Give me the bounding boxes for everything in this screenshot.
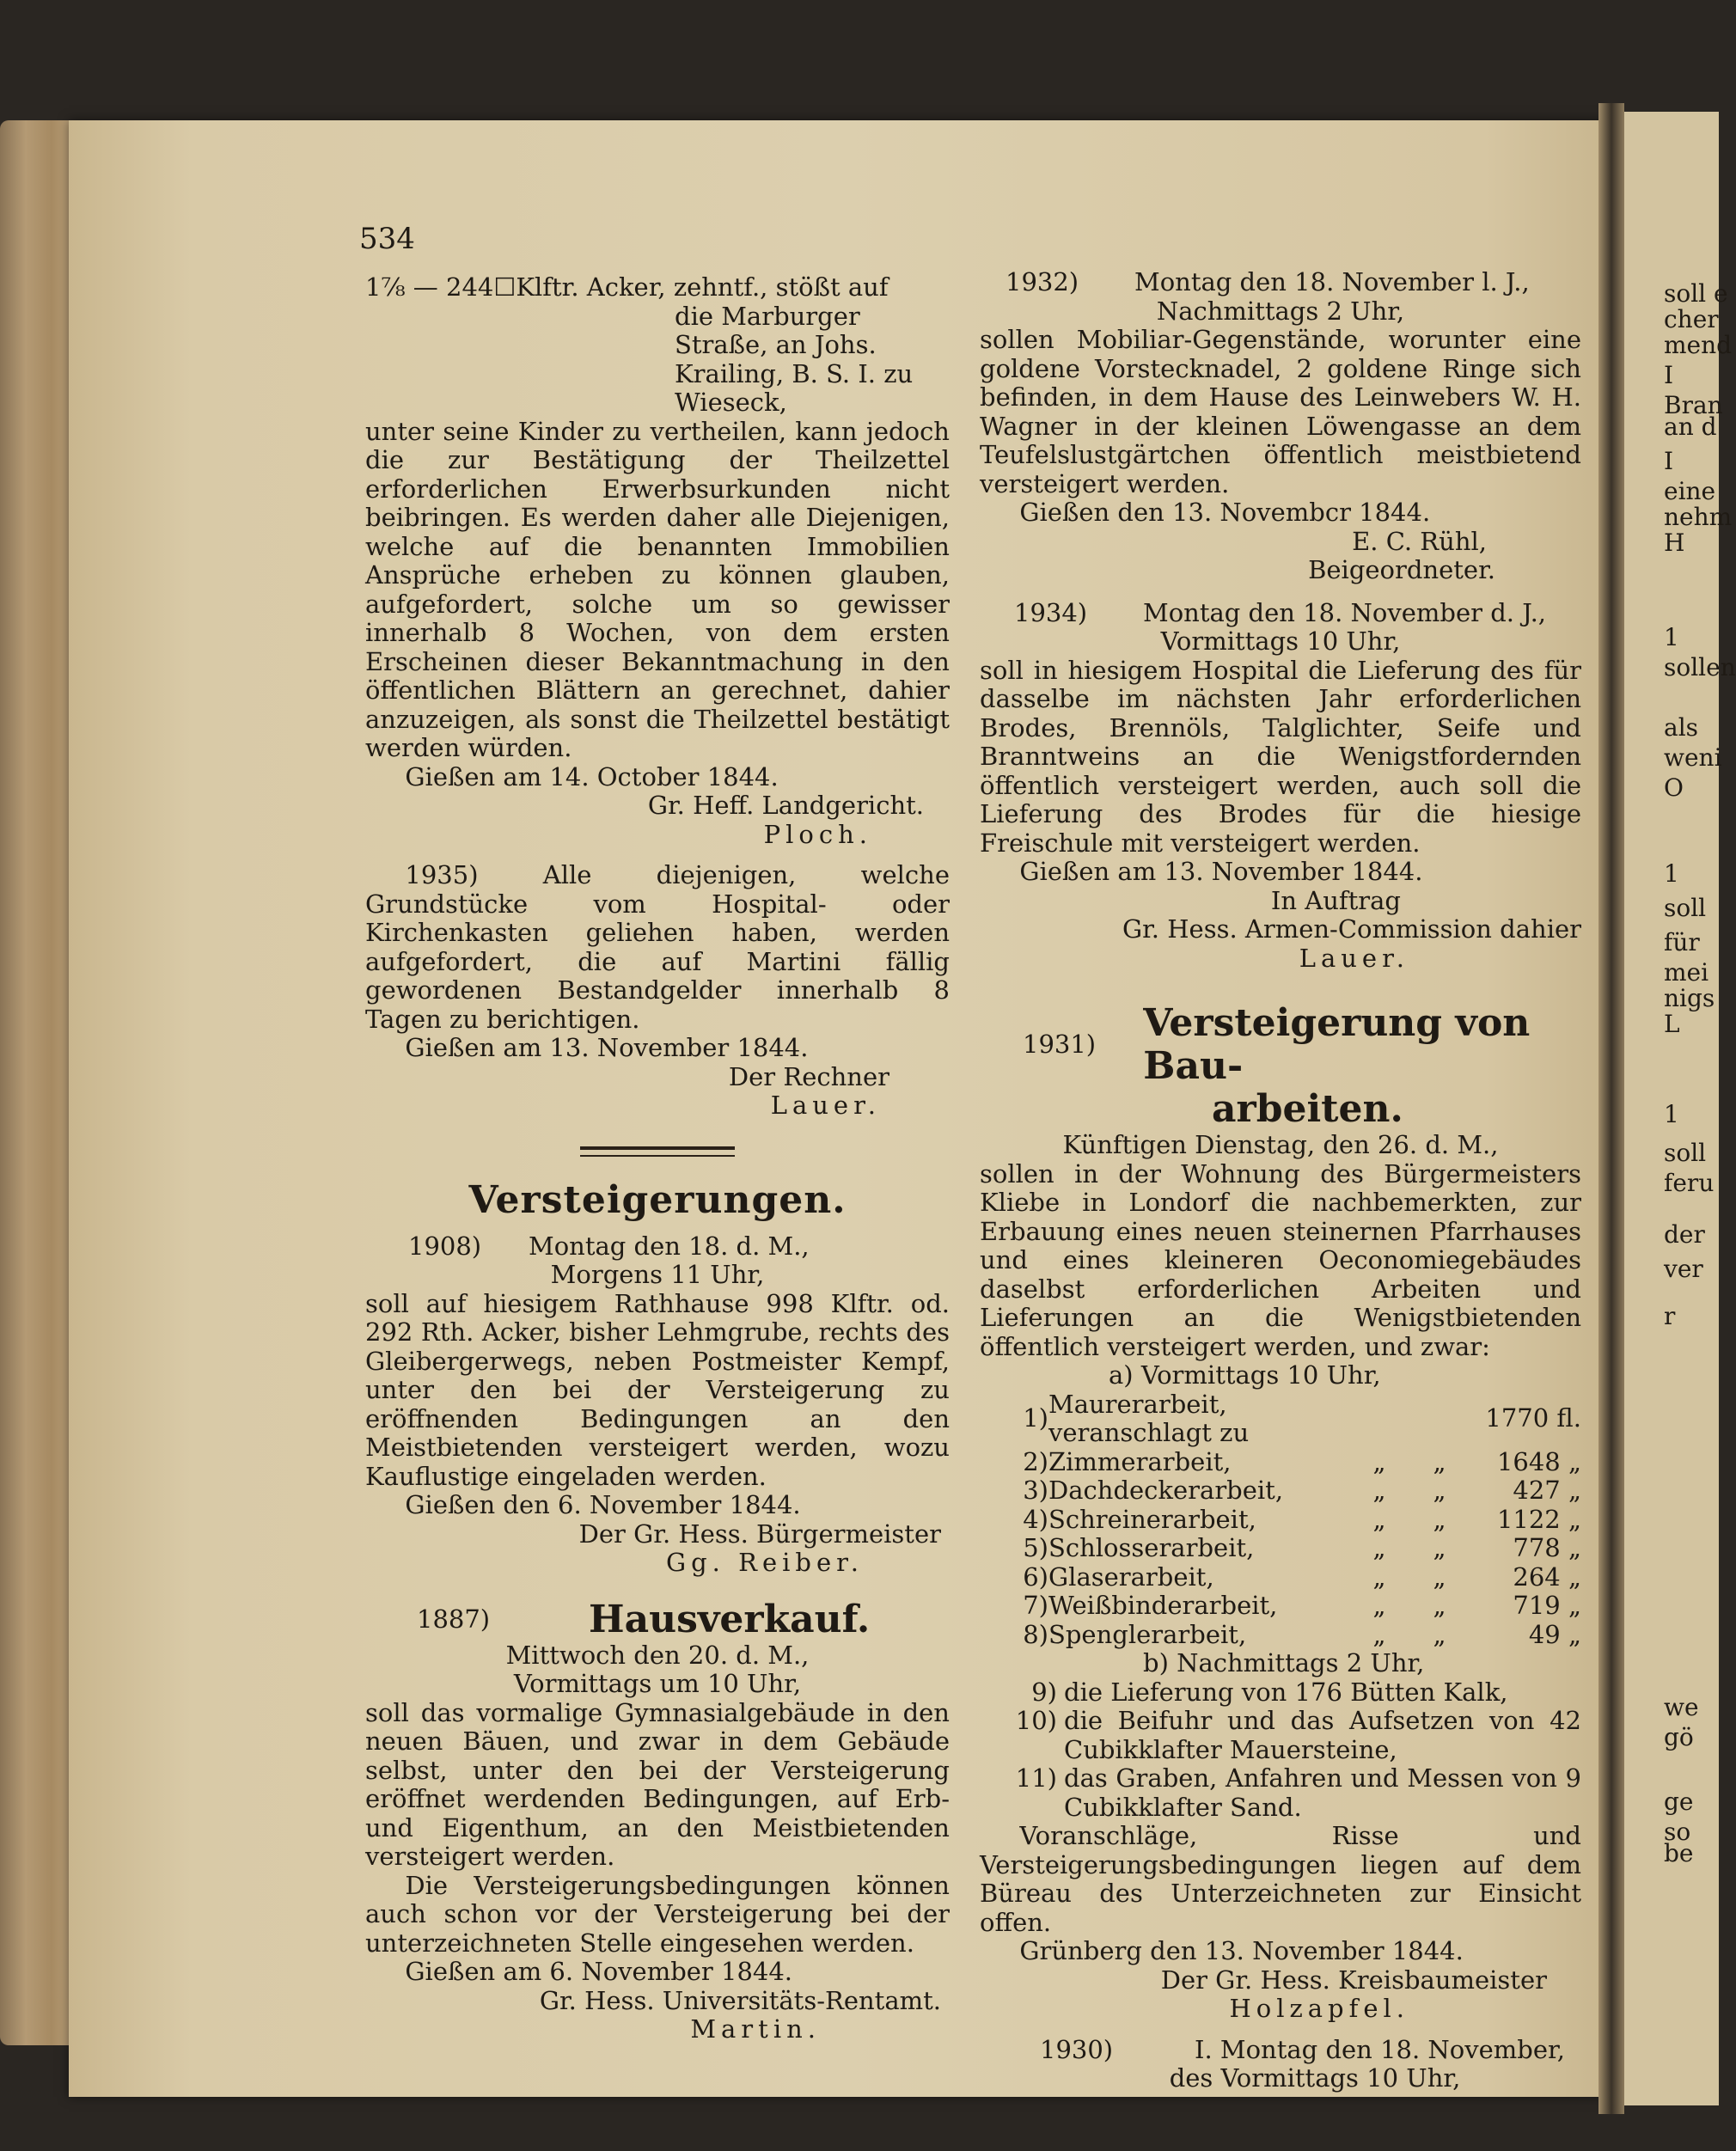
cost-cell-t: Schlosserarbeit,: [1048, 1533, 1255, 1562]
notice-1-body: unter seine Kinder zu vertheilen, kann jedoch die zur Bestätigung der Theilzettel erforderlichen Erwerbsurkunden nicht beibringen. Es werden daher alle Diejenigen, welche auf die benannten Immobilien Ansprüche erheben zu können glauben, aufgefordert, solche um so gewisser innerhalb 8 Wochen, von dem ersten Erscheinen dieser Bekanntmachung in den öffentlichen Blättern an gerechnet, dahier anzuzeigen, als sonst die Theilzettel bestätigt werden würden.: [365, 416, 950, 762]
cost-cell-t: Zimmerarbeit,: [1048, 1446, 1232, 1476]
cost-cell-q2: „: [1433, 1619, 1446, 1649]
next-page-text: O: [1664, 773, 1684, 802]
cost-cell-q1: „: [1372, 1561, 1386, 1592]
cost-cell-q2: „: [1433, 1504, 1446, 1534]
next-page-text: I: [1664, 361, 1674, 389]
cost-cell-amt: 1648 „: [1496, 1446, 1581, 1476]
cost-row: [980, 1592, 1581, 1621]
notice-1887-title: Hausverkauf.: [589, 1597, 871, 1641]
next-page-text: be: [1664, 1839, 1694, 1867]
cost-cell-n: 6): [1023, 1561, 1048, 1592]
cost-cell-n: 2): [1023, 1446, 1048, 1476]
cost-cell-t: Weißbinderarbeit,: [1048, 1591, 1278, 1620]
next-page-text: sollen: [1664, 653, 1736, 681]
cost-cell-q1: „: [1372, 1476, 1386, 1505]
notice-1908-line1: Montag den 18. d. M.,: [529, 1231, 810, 1261]
notice-1932-line2: Nachmittags 2 Uhr,: [1156, 296, 1405, 326]
notice-1934-line2: Vormittags 10 Uhr,: [1160, 626, 1401, 656]
cost-cell-q2: „: [1433, 1591, 1446, 1620]
cost-cell-n: 1): [1023, 1403, 1048, 1433]
notice-1931-signature: Holzapfel.: [1229, 1994, 1409, 2023]
next-page-text: so: [1664, 1818, 1691, 1846]
cost-cell-n: 7): [1023, 1591, 1048, 1620]
cost-table: [980, 1390, 1581, 1650]
next-page-text: gö: [1664, 1723, 1694, 1751]
next-page-text: ge: [1664, 1787, 1694, 1816]
notice-1934-number: 1934): [1014, 597, 1088, 627]
notice-1887-number: 1887): [417, 1604, 491, 1634]
next-page-text: 1: [1664, 859, 1679, 888]
notice-1935-body: 1935) Alle diejenigen, welche Grundstücke vom Hospital- oder Kirchenkasten geliehen haben, werden aufgefordert, die auf Martini fällig gewordenen Bestandgelder innerhalb 8 Tagen zu berichtigen.: [365, 860, 950, 1034]
notice-1-date: Gießen am 14. October 1844.: [405, 761, 779, 791]
notice-1934-authority1: In Auftrag: [1270, 885, 1401, 915]
notice-1931-title-line2: arbeiten.: [1212, 1087, 1403, 1131]
notice-1930-number: 1930): [1040, 2034, 1114, 2064]
notice-1887-line1: Mittwoch den 20. d. M.,: [505, 1640, 810, 1670]
next-page-text: nehm: [1664, 503, 1733, 531]
next-page-text: 1: [1664, 1100, 1679, 1128]
notice-1932-signature: Beigeordneter.: [1308, 555, 1495, 584]
notice-1887-signature: Martin.: [690, 2014, 821, 2044]
notice-1935-signature: Lauer.: [770, 1091, 881, 1120]
cost-cell-q1: „: [1372, 1446, 1386, 1476]
cost-cell-q2: „: [1433, 1446, 1446, 1476]
book-gutter: [1598, 103, 1624, 2114]
notice-1932-heading: [980, 268, 1581, 297]
next-page-fragment: [1624, 112, 1736, 2105]
next-page-text: eine: [1664, 477, 1716, 505]
item-9: [980, 1678, 1581, 1708]
cost-row: [980, 1448, 1581, 1477]
cost-row: [980, 1621, 1581, 1650]
notice-1908-heading: [365, 1232, 950, 1262]
item-9-number: 9): [1031, 1677, 1057, 1707]
notice-1932-number: 1932): [1006, 267, 1079, 296]
cost-row: [980, 1506, 1581, 1535]
notice-1887-heading: [365, 1598, 950, 1641]
notice-1908-body: soll auf hiesigem Rathhause 998 Klftr. od. 292 Rth. Acker, bisher Lehmgrube, rechts des Gleibergerwegs, neben Postmeister Kempf, unter den bei der Versteigerung zu eröffnenden Bedingungen an den Meistbietenden versteigert werden, wozu Kauflustige eingeladen werden.: [365, 1288, 950, 1491]
next-page-text: mend: [1664, 331, 1733, 359]
next-page-text: I: [1664, 447, 1674, 475]
cost-row: [980, 1476, 1581, 1506]
cost-cell-t: Dachdeckerarbeit,: [1048, 1476, 1284, 1505]
notice-1908-line2: Morgens 11 Uhr,: [550, 1260, 765, 1289]
notice-1934-line1: Montag den 18. November d. J.,: [1143, 597, 1547, 627]
notice-1932-body: sollen Mobiliar-Gegenstände, worunter eine goldene Vorstecknadel, 2 goldene Ringe sich befinden, in dem Hause des Leinwebers W. H. Wagner in der kleinen Löwengasse an dem Teufelslustgärtchen öffentlich meistbietend versteigert werden.: [980, 325, 1581, 498]
next-page-text: als: [1664, 713, 1699, 742]
cost-cell-q2: „: [1433, 1533, 1446, 1562]
right-column: [980, 268, 1581, 2093]
cost-cell-q1: „: [1372, 1533, 1386, 1562]
next-page-text: soll e: [1664, 279, 1728, 308]
next-page-text: der: [1664, 1220, 1705, 1249]
next-page-text: soll: [1664, 1139, 1707, 1167]
cost-cell-n: 4): [1023, 1504, 1048, 1534]
cost-cell-amt: 719 „: [1513, 1591, 1581, 1620]
cost-cell-q2: „: [1433, 1476, 1446, 1505]
next-page-text: r: [1664, 1302, 1676, 1330]
notice-1-header: 1⅞ — 244☐Klftr. Acker, zehntf., stößt auf: [365, 272, 889, 302]
notice-1932-authority: E. C. Rühl,: [1352, 526, 1487, 556]
notice-1931-date: Grünberg den 13. November 1844.: [1019, 1936, 1464, 1965]
notice-1935-authority: Der Rechner: [728, 1061, 889, 1091]
notice-1887-body: soll das vormalige Gymnasialgebäude in den neuen Bäuen, und zwar in dem Gebäude selbst, unter den bei der Versteigerung eröffnet werdenden Bedingungen, auf Erb- und Eigenthum, an den Meistbietenden versteigert werden.: [365, 1697, 950, 1871]
notice-1931-authority: Der Gr. Hess. Kreisbaumeister: [1160, 1965, 1547, 1995]
cost-cell-amt: 778 „: [1513, 1533, 1581, 1562]
item-10-number: 10): [1015, 1706, 1057, 1735]
next-page-text: nigs: [1664, 984, 1715, 1012]
cost-row: [980, 1563, 1581, 1592]
notice-1908-date: Gießen den 6. November 1844.: [405, 1490, 801, 1519]
notice-1934-heading: [980, 599, 1581, 628]
cost-cell-t: Schreinerarbeit,: [1048, 1504, 1256, 1534]
next-page-text: ver: [1664, 1255, 1703, 1283]
next-page-text: Bran: [1664, 391, 1723, 419]
notice-1931-body2: Voranschläge, Risse und Versteigerungsbedingungen liegen auf dem Büreau des Unterzeichneten zur Einsicht offen.: [980, 1821, 1581, 1937]
notice-1934-authority2: Gr. Hess. Armen-Commission dahier: [1122, 914, 1581, 944]
next-page-text: mei: [1664, 958, 1709, 987]
notice-1931-sub-a: a) Vormittags 10 Uhr,: [1109, 1360, 1381, 1390]
cost-cell-amt: 1122 „: [1496, 1504, 1581, 1534]
cost-cell-n: 3): [1023, 1476, 1048, 1505]
cost-row: [980, 1534, 1581, 1563]
item-11-text: das Graben, Anfahren und Messen von 9 Cubikklafter Sand.: [1064, 1763, 1581, 1822]
notice-1932-line1: Montag den 18. November l. J.,: [1134, 267, 1530, 296]
notice-1908-signature: Gg. Reiber.: [665, 1548, 864, 1577]
cost-cell-q1: „: [1372, 1504, 1386, 1534]
next-page-text: L: [1664, 1010, 1680, 1038]
notice-1887-authority: Gr. Hess. Universitäts-Rentamt.: [539, 1985, 941, 2015]
item-10-text: die Beifuhr und das Aufsetzen von 42 Cubikklafter Mauersteine,: [1064, 1706, 1581, 1764]
notice-1931-line1: Künftigen Dienstag, den 26. d. M.,: [1062, 1130, 1499, 1159]
next-page-text: H: [1664, 529, 1685, 557]
next-page-text: cher: [1664, 305, 1719, 333]
cost-cell-n: 5): [1023, 1533, 1048, 1562]
cost-cell-amt: 264 „: [1513, 1561, 1581, 1592]
cost-cell-q1: „: [1372, 1591, 1386, 1620]
notice-1931-number: 1931): [1023, 1030, 1097, 1060]
cost-cell-t: Maurerarbeit, veranschlagt zu: [1048, 1389, 1250, 1447]
next-page-text: soll: [1664, 894, 1707, 922]
next-page-text: we: [1664, 1693, 1699, 1721]
next-page-text: an d: [1664, 412, 1717, 441]
cost-cell-t: Spenglerarbeit,: [1048, 1619, 1247, 1649]
notice-1-signature: Ploch.: [763, 819, 872, 849]
cost-cell-amt: 1770 fl.: [1485, 1403, 1581, 1433]
notice-1908-number: 1908): [408, 1231, 482, 1261]
notice-1934-date: Gießen am 13. November 1844.: [1019, 857, 1423, 886]
notice-1-continuation: die Marburger Straße, an Johs. Krailing, B. S. I. zu Wieseck,: [675, 301, 914, 417]
notice-1887-body2: Die Versteigerungsbedingungen können auch schon vor der Versteigerung bei der unterzeichneten Stelle eingesehen werden.: [365, 1870, 950, 1958]
notice-1934-signature: Lauer.: [1299, 943, 1409, 973]
cost-cell-amt: 49 „: [1528, 1619, 1581, 1649]
page-number: 534: [359, 222, 415, 256]
item-11: [980, 1764, 1581, 1822]
cost-cell-t: Glaserarbeit,: [1048, 1561, 1214, 1592]
section-title: Versteigerungen.: [468, 1177, 847, 1222]
item-9-text: die Lieferung von 176 Bütten Kalk,: [1064, 1677, 1508, 1707]
notice-1935-date: Gießen am 13. November 1844.: [405, 1033, 809, 1062]
notice-1934-body: soll in hiesigem Hospital die Lieferung des für dasselbe im nächsten Jahr erforderlichen Brodes, Brennöls, Talglichter, Seife und Branntweins an die Wenigstfordernden öffentlich versteigert werden, auch soll die Lieferung des Brodes für die hiesige Freischule mit versteigert werden.: [980, 655, 1581, 858]
notice-1-authority: Gr. Heff. Landgericht.: [647, 791, 924, 820]
notice-1931-title-line1: Versteigerung von Bau-: [1143, 1001, 1531, 1088]
notice-1930-line2: des Vormittags 10 Uhr,: [1169, 2063, 1461, 2093]
notice-1931-sub-b: b) Nachmittags 2 Uhr,: [1143, 1648, 1425, 1677]
cost-cell-q2: „: [1433, 1561, 1446, 1592]
cost-cell-q1: „: [1372, 1619, 1386, 1649]
left-column: [365, 273, 950, 2044]
next-page-text: 1: [1664, 623, 1679, 651]
cost-cell-q2: [1409, 1390, 1470, 1448]
notice-1931-heading: [980, 1002, 1581, 1088]
notice-1930-line1: I. Montag den 18. November,: [1195, 2034, 1565, 2064]
notice-1908-authority: Der Gr. Hess. Bürgermeister: [578, 1519, 941, 1549]
notice-1887-date: Gießen am 6. November 1844.: [405, 1957, 793, 1986]
notice-1932-date: Gießen den 13. Novembcr 1844.: [1019, 498, 1431, 527]
item-10: [980, 1707, 1581, 1764]
cost-row: [980, 1390, 1581, 1448]
cost-cell-amt: 427 „: [1513, 1476, 1581, 1505]
section-rule: [580, 1146, 735, 1157]
cost-cell-q1: [1349, 1390, 1409, 1448]
notice-1887-line2: Vormittags um 10 Uhr,: [513, 1669, 802, 1698]
next-page-text: feru: [1664, 1169, 1715, 1197]
notice-1931-body: sollen in der Wohnung des Bürgermeisters Kliebe in Londorf die nachbemerkten, zur Erbauung eines neuen steinernen Pfarrhauses und eines kleineren Oeconomiegebäudes daselbst erforderlichen Arbeiten und Lieferungen an die Wenigstbietenden öffentlich versteigert werden, und zwar:: [980, 1158, 1581, 1361]
next-page-text: weni: [1664, 743, 1722, 772]
item-11-number: 11): [1015, 1763, 1057, 1793]
cost-cell-n: 8): [1023, 1619, 1048, 1649]
next-page-text: für: [1664, 928, 1700, 956]
notice-1930-heading: [980, 2036, 1581, 2065]
